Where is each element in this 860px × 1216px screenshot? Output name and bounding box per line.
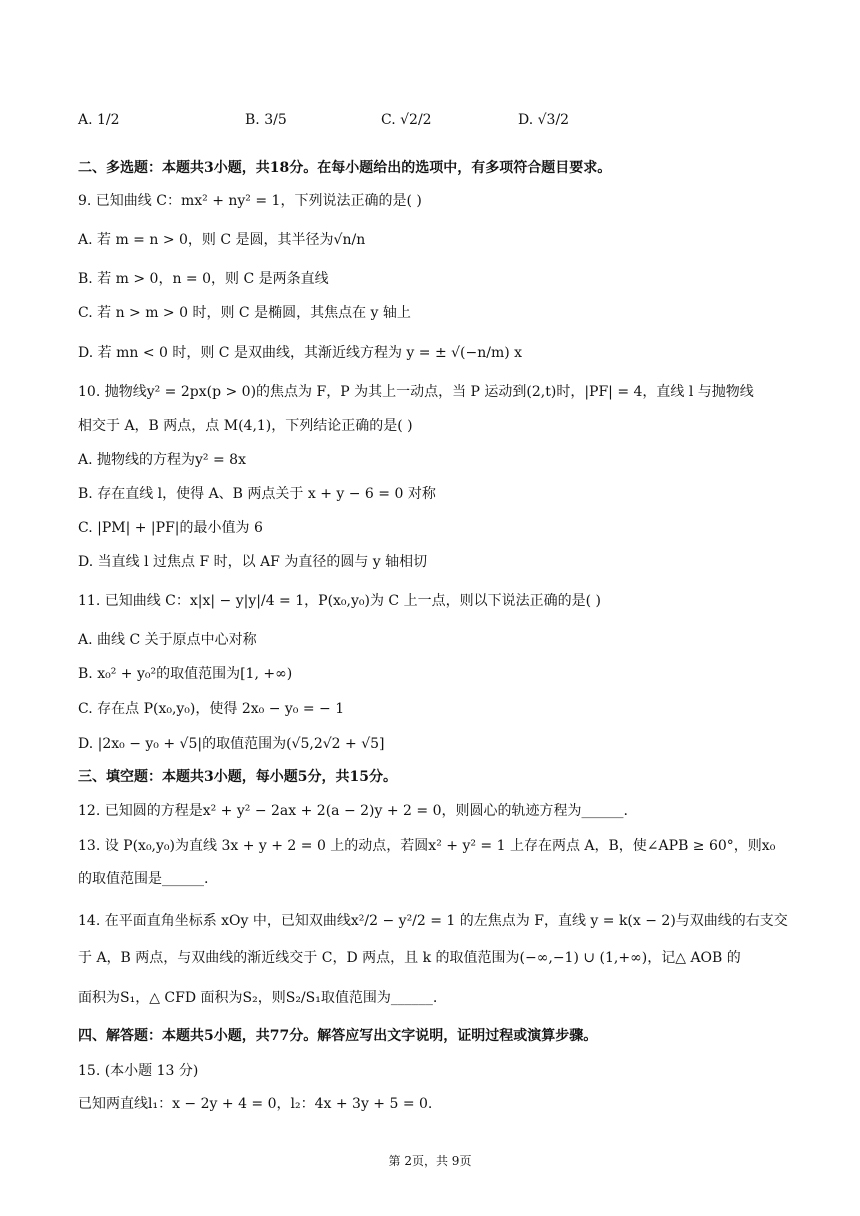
q11-option-c: C. 存在点 P(x₀,y₀)，使得 2x₀ − y₀ = − 1 bbox=[78, 701, 345, 717]
q8-options-row bbox=[78, 112, 798, 146]
section-3-heading: 三、填空题：本题共3小题，每小题5分，共15分。 bbox=[78, 769, 397, 785]
q8-option-b: B. 3/5 bbox=[245, 112, 287, 128]
q8-option-a: A. 1/2 bbox=[78, 112, 120, 128]
q9-option-a: A. 若 m = n > 0，则 C 是圆，其半径为√n/n bbox=[78, 232, 366, 248]
q10-stem-line2: 相交于 A，B 两点，点 M(4,1)，下列结论正确的是( ) bbox=[78, 418, 413, 434]
q9-option-b: B. 若 m > 0，n = 0，则 C 是两条直线 bbox=[78, 271, 329, 287]
q13-line2: 的取值范围是______. bbox=[78, 871, 209, 887]
q14-line1: 14. 在平面直角坐标系 xOy 中，已知双曲线x²/2 − y²/2 = 1 的左焦点为 F，直线 y = k(x − 2)与双曲线的右支交 bbox=[78, 913, 788, 929]
q9-option-c: C. 若 n > m > 0 时，则 C 是椭圆，其焦点在 y 轴上 bbox=[78, 305, 411, 321]
section-2-heading: 二、多选题：本题共3小题，共18分。在每小题给出的选项中，有多项符合题目要求。 bbox=[78, 160, 612, 176]
q15-heading: 15. (本小题 13 分) bbox=[78, 1063, 199, 1079]
section-4-heading: 四、解答题：本题共5小题，共77分。解答应写出文字说明，证明过程或演算步骤。 bbox=[78, 1028, 598, 1044]
q11-stem: 11. 已知曲线 C：x|x| − y|y|/4 = 1，P(x₀,y₀)为 C 上一点，则以下说法正确的是( ) bbox=[78, 593, 601, 609]
page-footer: 第 2页，共 9页 bbox=[388, 1154, 472, 1168]
q8-option-c: C. √2/2 bbox=[381, 112, 432, 128]
q10-option-a: A. 抛物线的方程为y² = 8x bbox=[78, 452, 246, 468]
q9-option-d: D. 若 mn < 0 时，则 C 是双曲线，其渐近线方程为 y = ± √(−n/m) x bbox=[78, 345, 523, 361]
q11-option-a: A. 曲线 C 关于原点中心对称 bbox=[78, 632, 257, 648]
q8-option-d: D. √3/2 bbox=[518, 112, 570, 128]
q10-option-d: D. 当直线 l 过焦点 F 时，以 AF 为直径的圆与 y 轴相切 bbox=[78, 554, 428, 570]
q14-line2: 于 A，B 两点，与双曲线的渐近线交于 C，D 两点，且 k 的取值范围为(−∞,−1) ∪ (1,+∞)，记△ AOB 的 bbox=[78, 950, 741, 966]
q13-line1: 13. 设 P(x₀,y₀)为直线 3x + y + 2 = 0 上的动点，若圆x² + y² = 1 上存在两点 A，B，使∠APB ≥ 60°，则x₀ bbox=[78, 838, 776, 854]
q11-option-b: B. x₀² + y₀²的取值范围为[1, +∞) bbox=[78, 666, 293, 682]
q12-text: 12. 已知圆的方程是x² + y² − 2ax + 2(a − 2)y + 2 = 0，则圆心的轨迹方程为______. bbox=[78, 803, 628, 819]
q15-body: 已知两直线l₁：x − 2y + 4 = 0，l₂：4x + 3y + 5 = 0. bbox=[78, 1096, 433, 1112]
q14-line3: 面积为S₁，△ CFD 面积为S₂，则S₂/S₁取值范围为______. bbox=[78, 990, 438, 1006]
q9-stem: 9. 已知曲线 C：mx² + ny² = 1，下列说法正确的是( ) bbox=[78, 193, 422, 209]
q10-option-c: C. |PM| + |PF|的最小值为 6 bbox=[78, 520, 263, 536]
q10-stem-line1: 10. 抛物线y² = 2px(p > 0)的焦点为 F，P 为其上一动点，当 P 运动到(2,t)时，|PF| = 4，直线 l 与抛物线 bbox=[78, 384, 754, 400]
q11-option-d: D. |2x₀ − y₀ + √5|的取值范围为(√5,2√2 + √5] bbox=[78, 736, 385, 752]
q10-option-b: B. 存在直线 l，使得 A、B 两点关于 x + y − 6 = 0 对称 bbox=[78, 486, 436, 502]
